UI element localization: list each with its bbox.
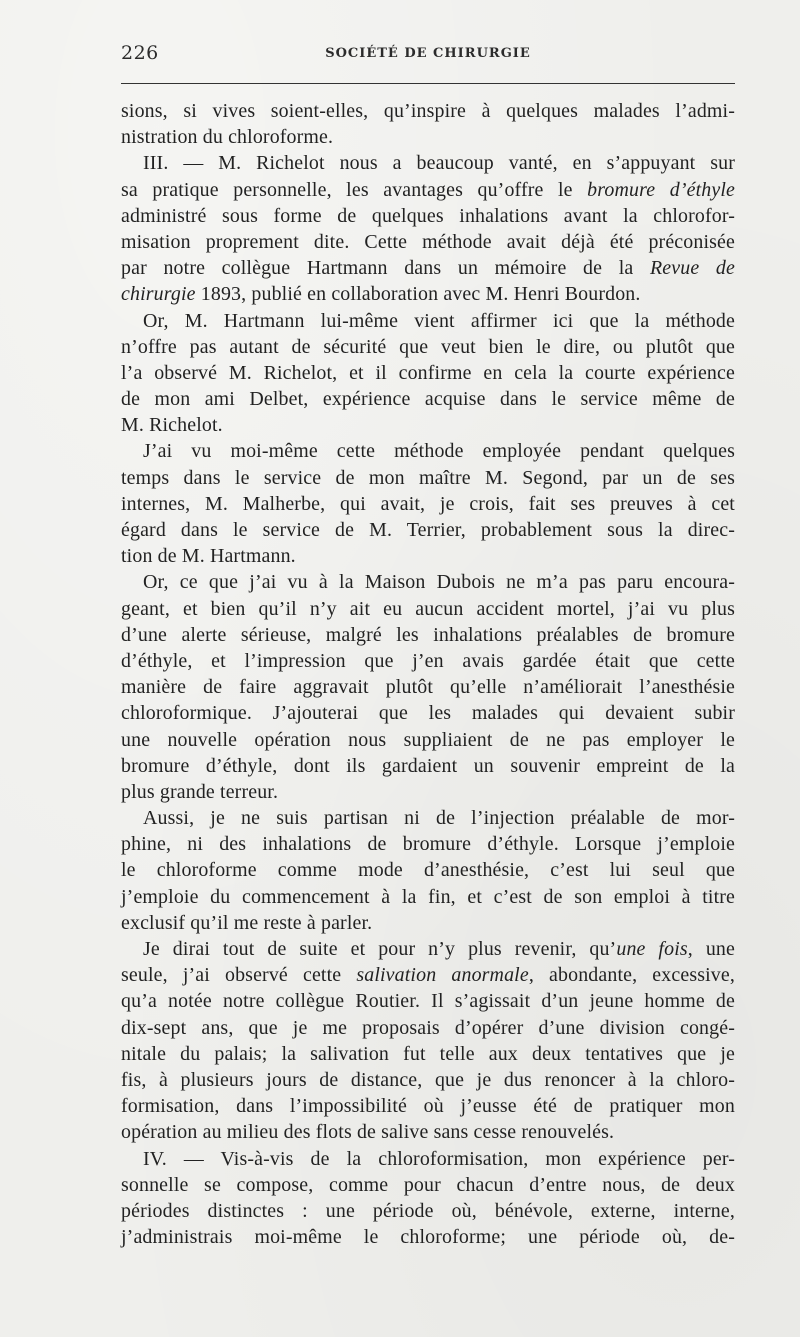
text-line (121, 517, 735, 543)
line-text: chloroformique. J’ajouterai que les malades qui devaient subir (121, 702, 735, 725)
line-text: bromure d’éthyle, dont ils gardaient un souvenir empreint de la (121, 754, 735, 777)
line-text: j’emploie du commencement à la fin, et c’est de son emploi à titre (121, 885, 735, 908)
line-text: nistration du chloroforme. (121, 126, 334, 149)
text-line (121, 308, 735, 334)
text-line (121, 465, 735, 491)
line-text: de mon ami Delbet, expérience acquise dans le service même de (121, 388, 735, 411)
line-text: seule, j’ai observé cette (121, 964, 357, 987)
line-text: dix-sept ans, que je me proposais d’opérer d’une division congé- (121, 1016, 735, 1039)
text-line (121, 648, 735, 674)
line-text: IV. — Vis-à-vis de la chloroformisation, mon expérience per- (143, 1147, 735, 1170)
italic-text: bromure d’éthyle (587, 178, 735, 201)
page-number: 226 (121, 42, 159, 64)
running-title: SOCIÉTÉ DE CHIRURGIE (325, 46, 531, 61)
line-text: une nouvelle opération nous suppliaient de ne pas employer le (121, 728, 735, 751)
line-text: plus grande terreur. (121, 780, 279, 803)
line-text: opération au milieu des flots de salive sans cesse renouvelés. (121, 1121, 615, 1144)
line-text: n’offre pas autant de sécurité que veut bien le dire, ou plutôt que (121, 335, 735, 358)
text-line (121, 622, 735, 648)
line-text: misation proprement dite. Cette méthode avait déjà été préconisée (121, 230, 735, 253)
line-text: périodes distinctes : une période où, bénévole, externe, interne, (121, 1199, 735, 1222)
text-line (121, 360, 735, 386)
text-line (121, 203, 735, 229)
line-text: Or, M. Hartmann lui-même vient affirmer ici que la méthode (143, 309, 735, 332)
text-line (121, 831, 735, 857)
line-text: manière de faire aggravait plutôt qu’elle n’améliorait l’anesthésie (121, 676, 735, 699)
page-header (121, 42, 735, 66)
line-text: administré sous forme de quelques inhalations avant la chlorofor- (121, 204, 735, 227)
text-line (121, 805, 735, 831)
text-line (121, 98, 735, 124)
line-text: nitale du palais; la salivation fut telle aux deux tentatives que je (121, 1042, 735, 1065)
line-text: formisation, dans l’impossibilité où j’eusse été de pratiquer mon (121, 1095, 735, 1118)
line-text: l’a observé M. Richelot, et il confirme en cela la courte expérience (121, 361, 735, 384)
text-line (121, 1119, 735, 1145)
line-text: sa pratique personnelle, les avantages qu’offre le (121, 178, 588, 201)
text-line (121, 150, 735, 176)
line-text: Or, ce que j’ai vu à la Maison Dubois ne m’a pas paru encoura- (143, 571, 735, 594)
text-line (121, 1224, 735, 1250)
line-text: M. Richelot. (121, 414, 223, 437)
text-line (121, 229, 735, 255)
text-line (121, 386, 735, 412)
line-text: j’administrais moi-même le chloroforme; une période où, de- (121, 1226, 735, 1249)
line-text: par notre collègue Hartmann dans un mémoire de la (121, 257, 650, 280)
text-line (121, 334, 735, 360)
text-line (121, 596, 735, 622)
text-line (121, 1067, 735, 1093)
line-text-after: , abondante, excessive, (528, 964, 735, 987)
text-line (121, 569, 735, 595)
text-line (121, 727, 735, 753)
text-line (121, 988, 735, 1014)
line-text: d’éthyle, et l’impression que j’en avais gardée était que cette (121, 649, 735, 672)
line-text: Aussi, je ne suis partisan ni de l’injection préalable de mor- (143, 807, 735, 830)
italic-text: salivation anormale (356, 964, 529, 987)
text-line (121, 124, 735, 150)
text-line (121, 779, 735, 805)
text-line (121, 255, 735, 281)
line-text: temps dans le service de mon maître M. Segond, par un de ses (121, 466, 735, 489)
text-line (121, 1093, 735, 1119)
text-line (121, 281, 735, 307)
line-text: sonnelle se compose, comme pour chacun d’entre nous, de deux (121, 1173, 735, 1196)
text-line (121, 1041, 735, 1067)
text-line (121, 1172, 735, 1198)
text-line (121, 700, 735, 726)
text-line (121, 674, 735, 700)
text-line (121, 412, 735, 438)
line-text: fis, à plusieurs jours de distance, que je dus renoncer à la chloro- (121, 1068, 735, 1091)
line-text: 1893, publié en collaboration avec M. Henri Bourdon. (195, 283, 641, 306)
text-line (121, 1198, 735, 1224)
line-text: tion de M. Hartmann. (121, 545, 296, 568)
line-text-after: , une (687, 938, 735, 960)
line-text: égard dans le service de M. Terrier, probablement sous la direc- (121, 519, 735, 541)
text-line (121, 1146, 735, 1172)
text-line (121, 884, 735, 910)
line-text: Je dirai tout de suite et pour n’y plus revenir, qu’ (143, 938, 617, 960)
text-line (121, 857, 735, 883)
italic-text: une fois (616, 938, 688, 960)
italic-text: Revue de (649, 257, 735, 280)
text-line (121, 1015, 735, 1041)
line-text: qu’a notée notre collègue Routier. Il s’agissait d’un jeune homme de (121, 990, 735, 1013)
header-rule (121, 83, 735, 84)
line-text: J’ai vu moi-même cette méthode employée pendant quelques (143, 440, 735, 463)
line-text: d’une alerte sérieuse, malgré les inhalations préalables de bromure (121, 623, 735, 646)
text-line (121, 753, 735, 779)
text-line (121, 910, 735, 936)
line-text: le chloroforme comme mode d’anesthésie, c’est lui seul que (121, 859, 735, 882)
text-line (121, 936, 735, 962)
body-text (121, 98, 735, 1250)
italic-text: chirurgie (121, 283, 196, 306)
line-text: exclusif qu’il me reste à parler. (121, 911, 373, 934)
line-text: internes, M. Malherbe, qui avait, je crois, fait ses preuves à cet (121, 492, 735, 515)
text-line (121, 438, 735, 464)
line-text: III. — M. Richelot nous a beaucoup vanté, en s’appuyant sur (143, 152, 735, 175)
line-text: geant, et bien qu’il n’y ait eu aucun accident mortel, j’ai vu plus (121, 597, 735, 620)
line-text: phine, ni des inhalations de bromure d’éthyle. Lorsque j’emploie (121, 833, 735, 856)
text-line (121, 543, 735, 569)
line-text: sions, si vives soient-elles, qu’inspire à quelques malades l’admi- (121, 100, 735, 122)
text-line (121, 962, 735, 988)
text-line (121, 177, 735, 203)
text-line (121, 491, 735, 517)
